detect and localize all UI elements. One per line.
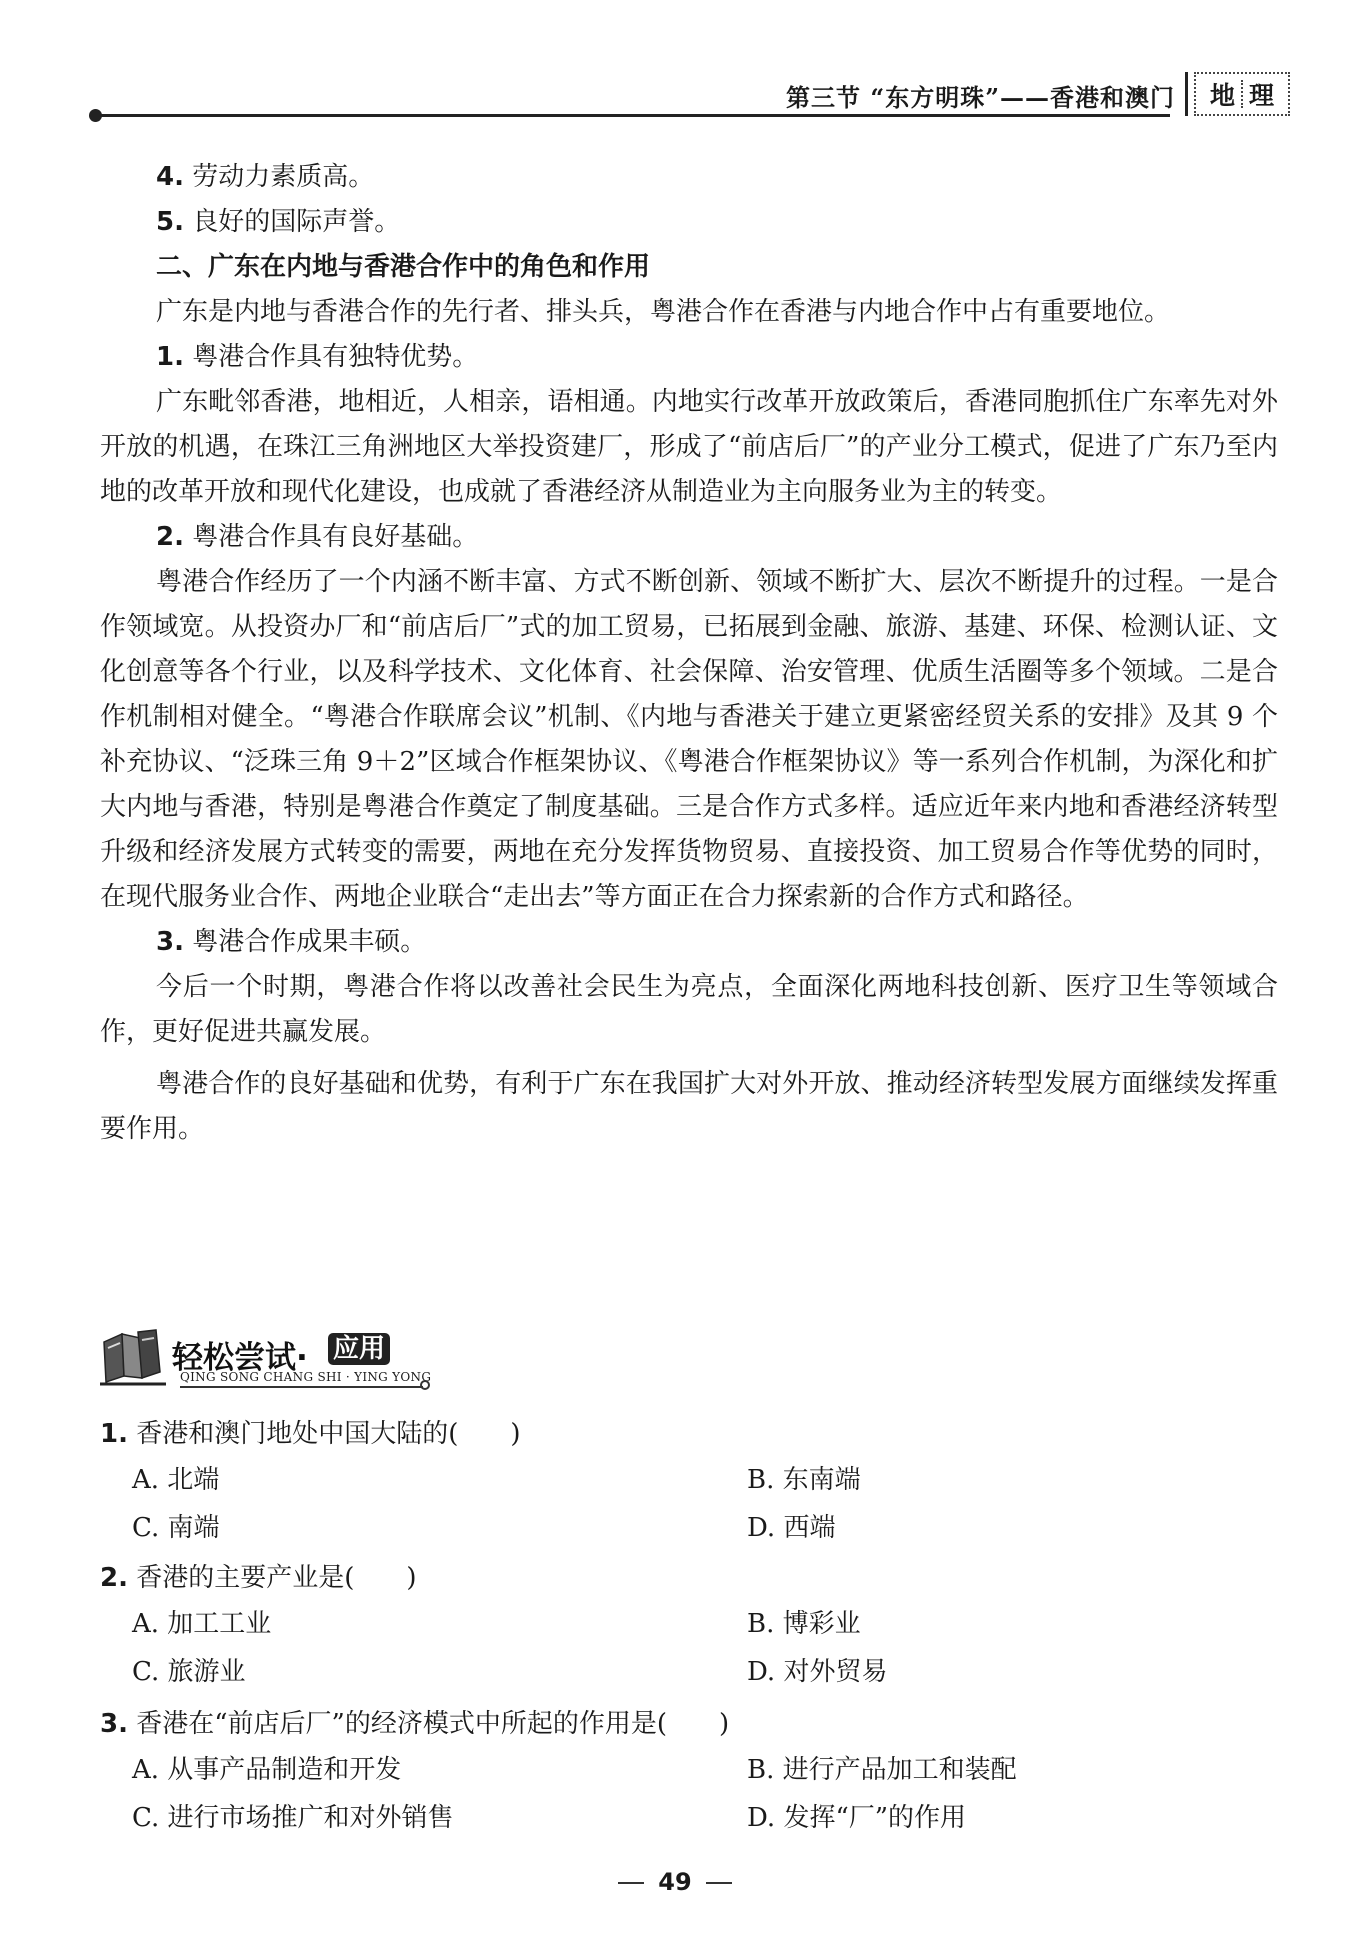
option[interactable]: B. 东南端 <box>747 1465 861 1495</box>
badge-tag: 应用 <box>328 1333 390 1365</box>
option[interactable]: C. 进行市场推广和对外销售 <box>132 1803 454 1833</box>
body-text <box>100 155 1278 1152</box>
question <box>100 1702 1278 1842</box>
option[interactable]: B. 进行产品加工和装配 <box>747 1755 1017 1785</box>
option[interactable]: A. 从事产品制造和开发 <box>132 1755 402 1785</box>
option[interactable]: D. 西端 <box>747 1513 836 1543</box>
options <box>132 1600 1278 1696</box>
badge-title: 轻松尝试· <box>172 1340 308 1376</box>
options <box>132 1746 1278 1842</box>
paragraph: 今后一个时期，粤港合作将以改善社会民生为亮点，全面深化两地科技创新、医疗卫生等领域合作，更好促进共赢发展。 <box>100 972 1278 1047</box>
list-item: 3. 粤港合作成果丰硕。 <box>156 927 427 957</box>
practice-section-badge <box>100 1328 430 1390</box>
header-bullet-dot <box>89 109 102 122</box>
books-icon <box>100 1328 170 1390</box>
paragraph: 粤港合作的良好基础和优势，有利于广东在我国扩大对外开放、推动经济转型发展方面继续发挥重要作用。 <box>100 1069 1278 1144</box>
paragraph-gap <box>100 1055 1278 1062</box>
list-item: 2. 粤港合作具有良好基础。 <box>156 522 479 552</box>
option[interactable]: D. 对外贸易 <box>747 1657 888 1687</box>
page-number: 49 <box>0 1868 1350 1896</box>
header-divider <box>1185 72 1188 116</box>
list-item: 4. 劳动力素质高。 <box>156 162 375 192</box>
section-heading: 二、广东在内地与香港合作中的角色和作用 <box>156 252 651 282</box>
header-rule <box>95 114 1170 117</box>
question-stem: 1. 香港和澳门地处中国大陆的( ) <box>100 1419 521 1449</box>
question-stem: 3. 香港在“前店后厂”的经济模式中所起的作用是( ) <box>100 1709 730 1739</box>
question <box>100 1412 1278 1552</box>
running-header <box>95 60 1290 120</box>
paragraph: 粤港合作经历了一个内涵不断丰富、方式不断创新、领域不断扩大、层次不断提升的过程。一是合作领域宽。从投资办厂和“前店后厂”式的加工贸易，已拓展到金融、旅游、基建、环保、检测认证、文化创意等各个行业，以及科学技术、文化体育、社会保障、治安管理、优质生活圈等多个领域。二是合作机制相对健全。“粤港合作联席会议”机制、《内地与香港关于建立更紧密经贸关系的安排》及其 9 个补充协议、“泛珠三角 9＋2”区域合作框架协议、《粤港合作框架协议》等一系列合作机制，为深化和扩大内地与香港，特别是粤港合作奠定了制度基础。三是合作方式多样。适应近年来内地和香港经济转型升级和经济发展方式转变的需要，两地在充分发挥货物贸易、直接投资、加工贸易合作等优势的同时，在现代服务业合作、两地企业联合“走出去”等方面正在合力探索新的合作方式和路径。 <box>100 567 1278 912</box>
subject-char: 理 <box>1249 81 1275 110</box>
option[interactable]: A. 加工工业 <box>132 1609 272 1639</box>
paragraph: 广东毗邻香港，地相近，人相亲，语相通。内地实行改革开放政策后，香港同胞抓住广东率先对外开放的机遇，在珠江三角洲地区大举投资建厂，形成了“前店后厂”的产业分工模式，促进了广东乃至内地的改革开放和现代化建设，也成就了香港经济从制造业为主向服务业为主的转变。 <box>100 387 1278 507</box>
paragraph: 广东是内地与香港合作的先行者、排头兵，粤港合作在香港与内地合作中占有重要地位。 <box>156 297 1171 327</box>
option[interactable]: C. 南端 <box>132 1513 220 1543</box>
options <box>132 1456 1278 1552</box>
subject-label <box>1194 72 1290 116</box>
page-number-dash <box>618 1882 644 1884</box>
question <box>100 1556 1278 1696</box>
option[interactable]: D. 发挥“厂”的作用 <box>747 1803 967 1833</box>
page-number-dash <box>706 1882 732 1884</box>
list-item: 1. 粤港合作具有独特优势。 <box>156 342 479 372</box>
option[interactable]: C. 旅游业 <box>132 1657 246 1687</box>
option[interactable]: A. 北端 <box>132 1465 220 1495</box>
list-item: 5. 良好的国际声誉。 <box>156 207 401 237</box>
subject-char: 地 <box>1209 81 1235 110</box>
question-stem: 2. 香港的主要产业是( ) <box>100 1563 417 1593</box>
option[interactable]: B. 博彩业 <box>747 1609 861 1639</box>
badge-pinyin: QING SONG CHANG SHI · YING YONG <box>180 1370 432 1384</box>
badge-end-circle <box>420 1380 430 1390</box>
badge-underline <box>180 1386 423 1388</box>
quiz-questions <box>100 1412 1278 1846</box>
section-title: 第三节 “东方明珠”——香港和澳门 <box>786 83 1175 112</box>
